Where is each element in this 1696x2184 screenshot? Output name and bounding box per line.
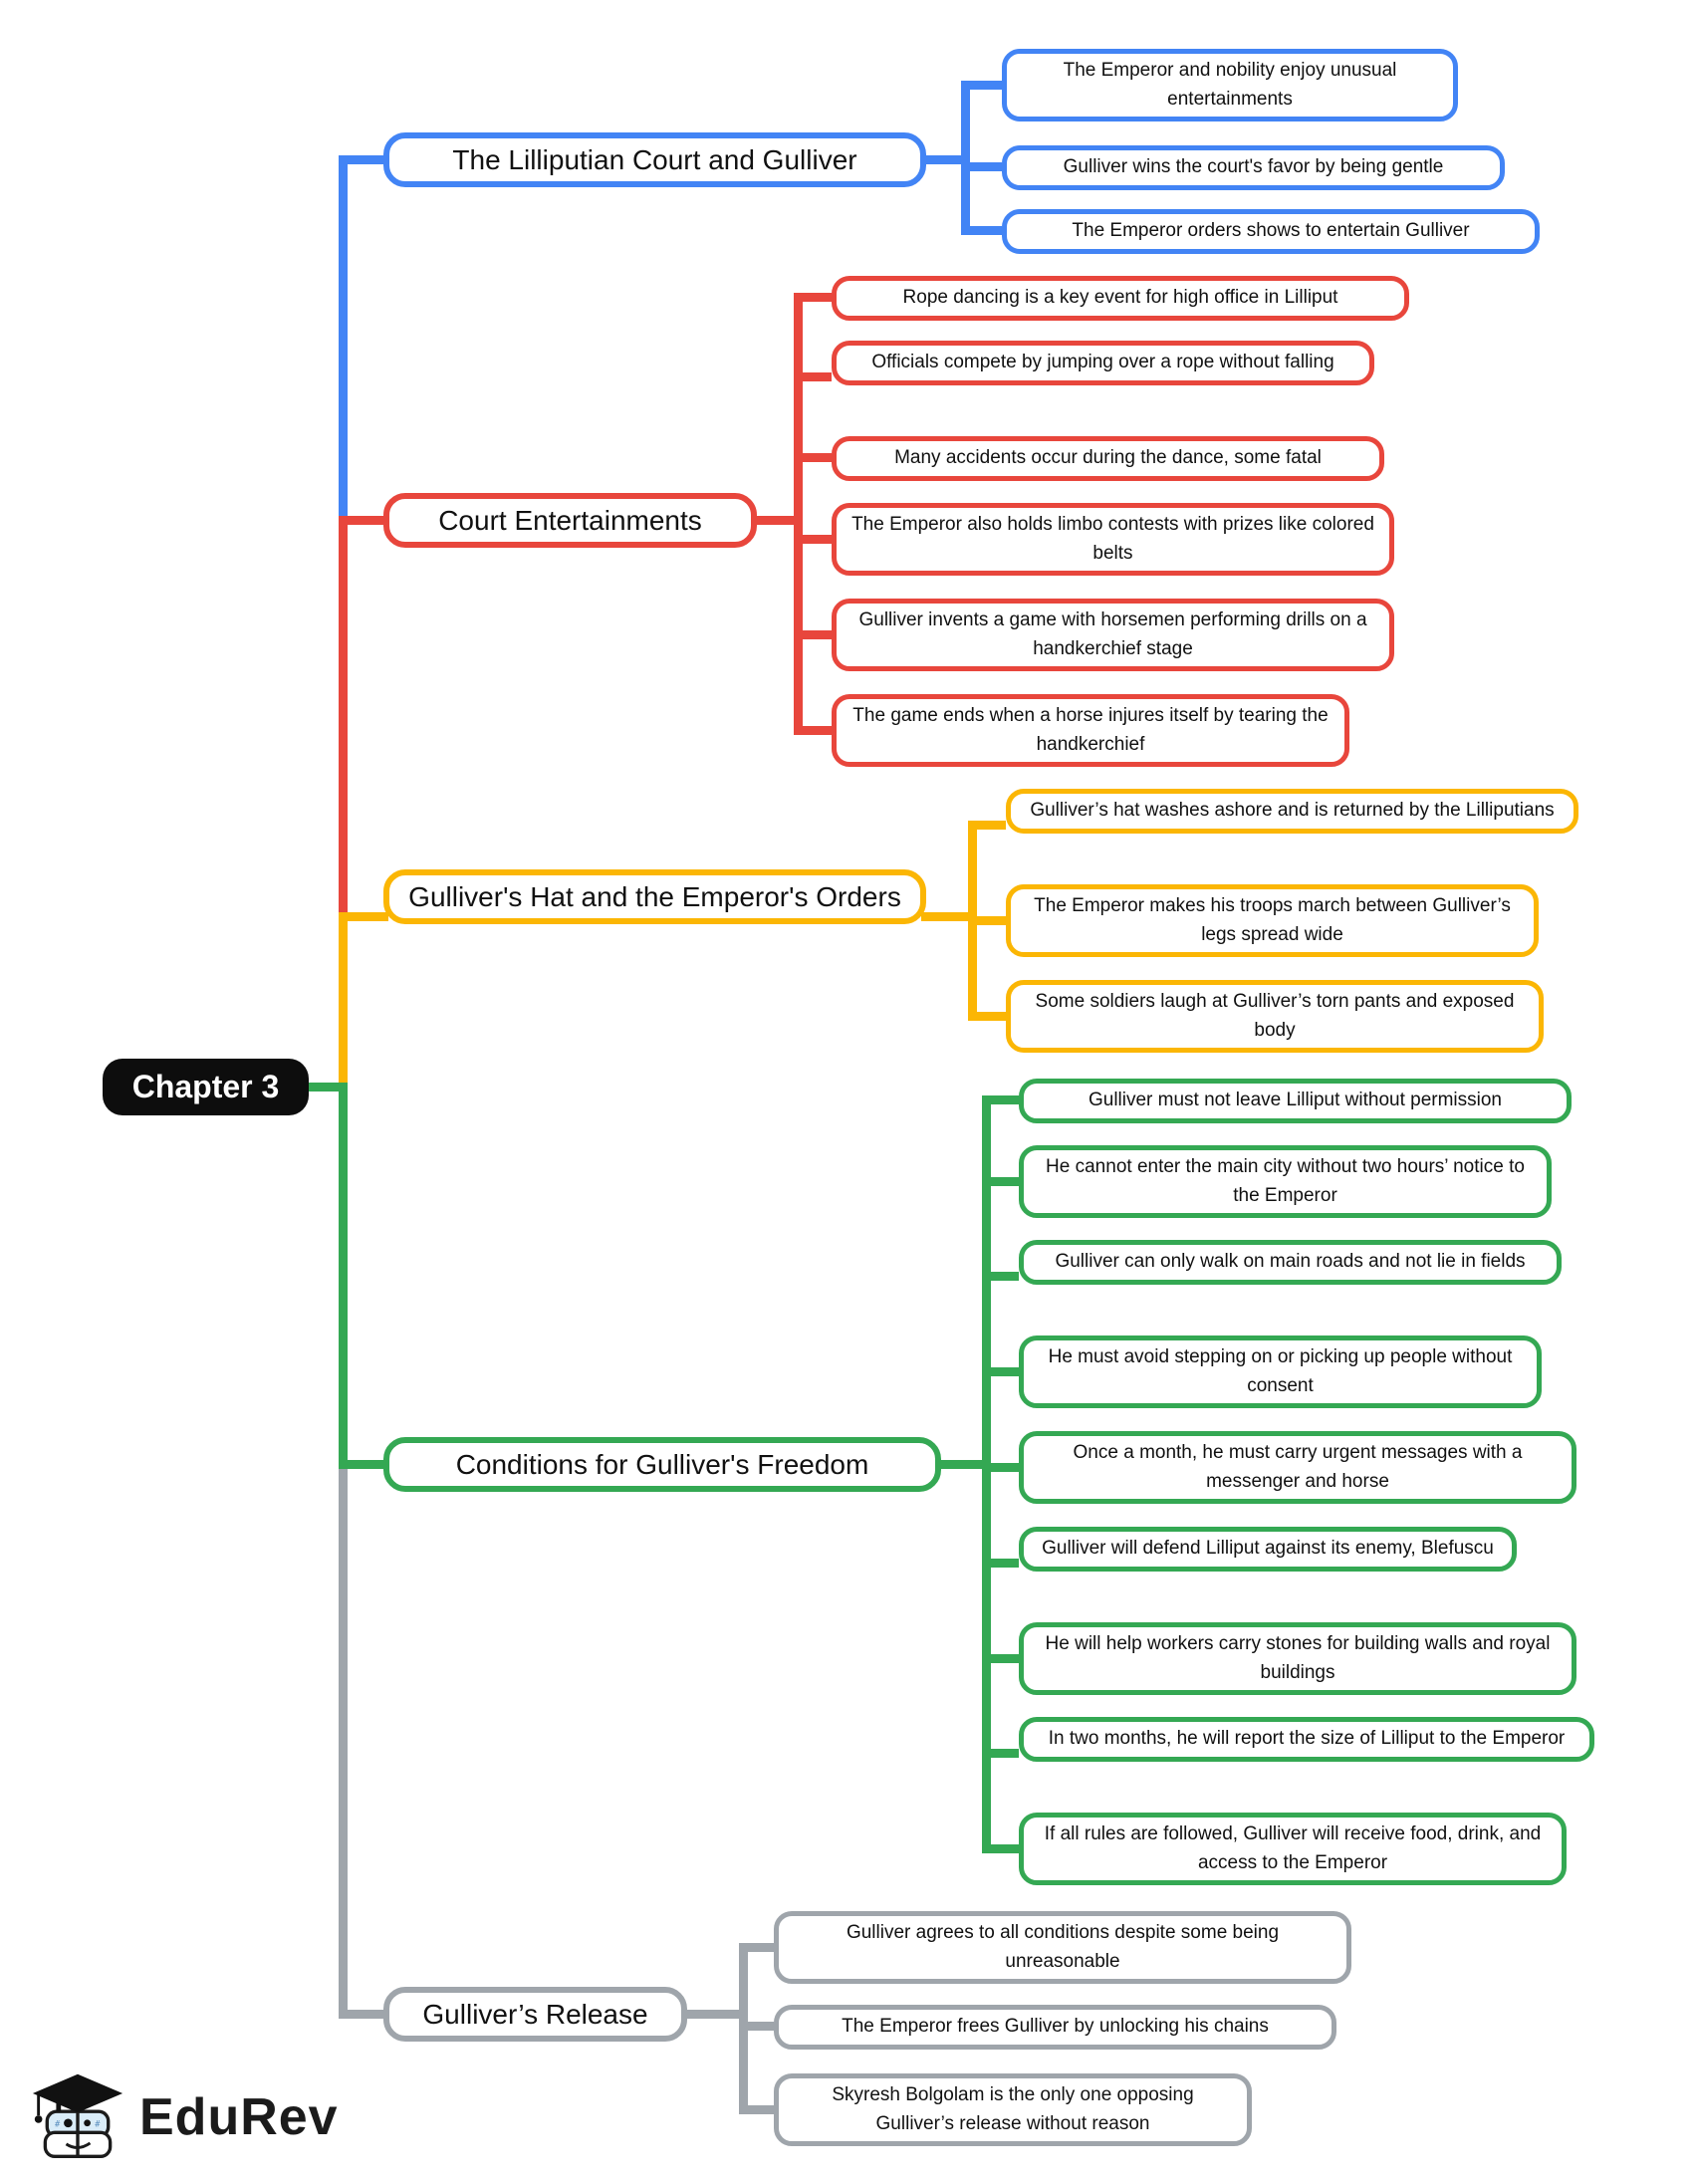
connector — [982, 1844, 1019, 1853]
connector — [739, 2022, 774, 2031]
leaf-node: Gulliver must not leave Lilliput without permission — [1019, 1079, 1572, 1123]
leaf-node: Officials compete by jumping over a rope without falling — [832, 341, 1374, 385]
branch-node-lilliputian-court: The Lilliputian Court and Gulliver — [383, 132, 926, 187]
branch-node-gullivers-hat: Gulliver's Hat and the Emperor's Orders — [383, 869, 926, 924]
branch-node-court-entertainments: Court Entertainments — [383, 493, 757, 548]
leaf-node: In two months, he will report the size of Lilliput to the Emperor — [1019, 1717, 1594, 1762]
leaf-node: Gulliver can only walk on main roads and not lie in fields — [1019, 1240, 1562, 1285]
connector — [968, 1012, 1006, 1021]
leaf-node: Gulliver wins the court's favor by being gentle — [1002, 145, 1505, 190]
connector — [982, 1177, 1019, 1186]
connector — [961, 81, 1002, 90]
leaf-node: Gulliver will defend Lilliput against its enemy, Blefuscu — [1019, 1527, 1517, 1572]
connector — [982, 1095, 1019, 1104]
connector — [739, 2105, 774, 2114]
connector — [961, 162, 1002, 171]
connector — [982, 1463, 1019, 1472]
root-node-chapter: Chapter 3 — [103, 1059, 309, 1115]
leaf-node: The game ends when a horse injures itself by tearing the handkerchief — [832, 694, 1349, 767]
svg-text:#: # — [54, 2119, 61, 2130]
branch-node-conditions-freedom: Conditions for Gulliver's Freedom — [383, 1437, 941, 1492]
connector — [339, 1460, 388, 1469]
leaf-node: He will help workers carry stones for building walls and royal buildings — [1019, 1622, 1576, 1695]
connector — [982, 1095, 991, 1853]
connector — [982, 1654, 1019, 1663]
connector — [968, 821, 1006, 830]
connector — [794, 453, 832, 462]
connector — [339, 520, 348, 916]
connector — [982, 1367, 1019, 1376]
connector — [794, 293, 832, 302]
svg-text:#: # — [95, 2119, 101, 2130]
connector — [339, 912, 388, 921]
connector — [794, 372, 832, 381]
connector — [982, 1559, 1019, 1568]
connector — [339, 155, 348, 520]
leaf-node: Gulliver’s hat washes ashore and is returned by the Lilliputians — [1006, 789, 1578, 834]
connector — [339, 916, 348, 1087]
connector — [961, 226, 1002, 235]
edurev-mascot-icon — [30, 2069, 125, 2165]
connector — [961, 81, 970, 235]
leaf-node: The Emperor orders shows to entertain Gulliver — [1002, 209, 1540, 254]
leaf-node: Some soldiers laugh at Gulliver’s torn pants and exposed body — [1006, 980, 1544, 1053]
connector — [339, 155, 388, 164]
connector — [794, 535, 832, 544]
leaf-node: The Emperor and nobility enjoy unusual entertainments — [1002, 49, 1458, 121]
branch-node-gullivers-release: Gulliver’s Release — [383, 1987, 687, 2042]
leaf-node: Many accidents occur during the dance, some fatal — [832, 436, 1384, 481]
connector — [339, 516, 388, 525]
connector — [794, 726, 832, 735]
connector — [339, 1464, 348, 2018]
connector — [339, 1087, 348, 1464]
leaf-node: The Emperor also holds limbo contests with prizes like colored belts — [832, 503, 1394, 576]
connector — [794, 630, 832, 639]
connector — [982, 1272, 1019, 1281]
edurev-brand-text: EduRev — [139, 2088, 339, 2146]
leaf-node: The Emperor frees Gulliver by unlocking his chains — [774, 2005, 1336, 2050]
edurev-logo — [30, 2069, 339, 2165]
leaf-node: Skyresh Bolgolam is the only one opposing Gulliver’s release without reason — [774, 2073, 1252, 2146]
leaf-node: The Emperor makes his troops march between Gulliver’s legs spread wide — [1006, 884, 1539, 957]
leaf-node: If all rules are followed, Gulliver will receive food, drink, and access to the Emperor — [1019, 1813, 1567, 1885]
connector — [339, 2010, 388, 2019]
leaf-node: Once a month, he must carry urgent messages with a messenger and horse — [1019, 1431, 1576, 1504]
connector — [794, 293, 803, 735]
connector — [968, 916, 1006, 925]
leaf-node: Rope dancing is a key event for high office in Lilliput — [832, 276, 1409, 321]
connector — [982, 1749, 1019, 1758]
leaf-node: Gulliver invents a game with horsemen performing drills on a handkerchief stage — [832, 599, 1394, 671]
leaf-node: He must avoid stepping on or picking up people without consent — [1019, 1335, 1542, 1408]
connector — [304, 1083, 348, 1092]
connector — [739, 1943, 774, 1952]
leaf-node: Gulliver agrees to all conditions despite some being unreasonable — [774, 1911, 1351, 1984]
leaf-node: He cannot enter the main city without two hours’ notice to the Emperor — [1019, 1145, 1552, 1218]
